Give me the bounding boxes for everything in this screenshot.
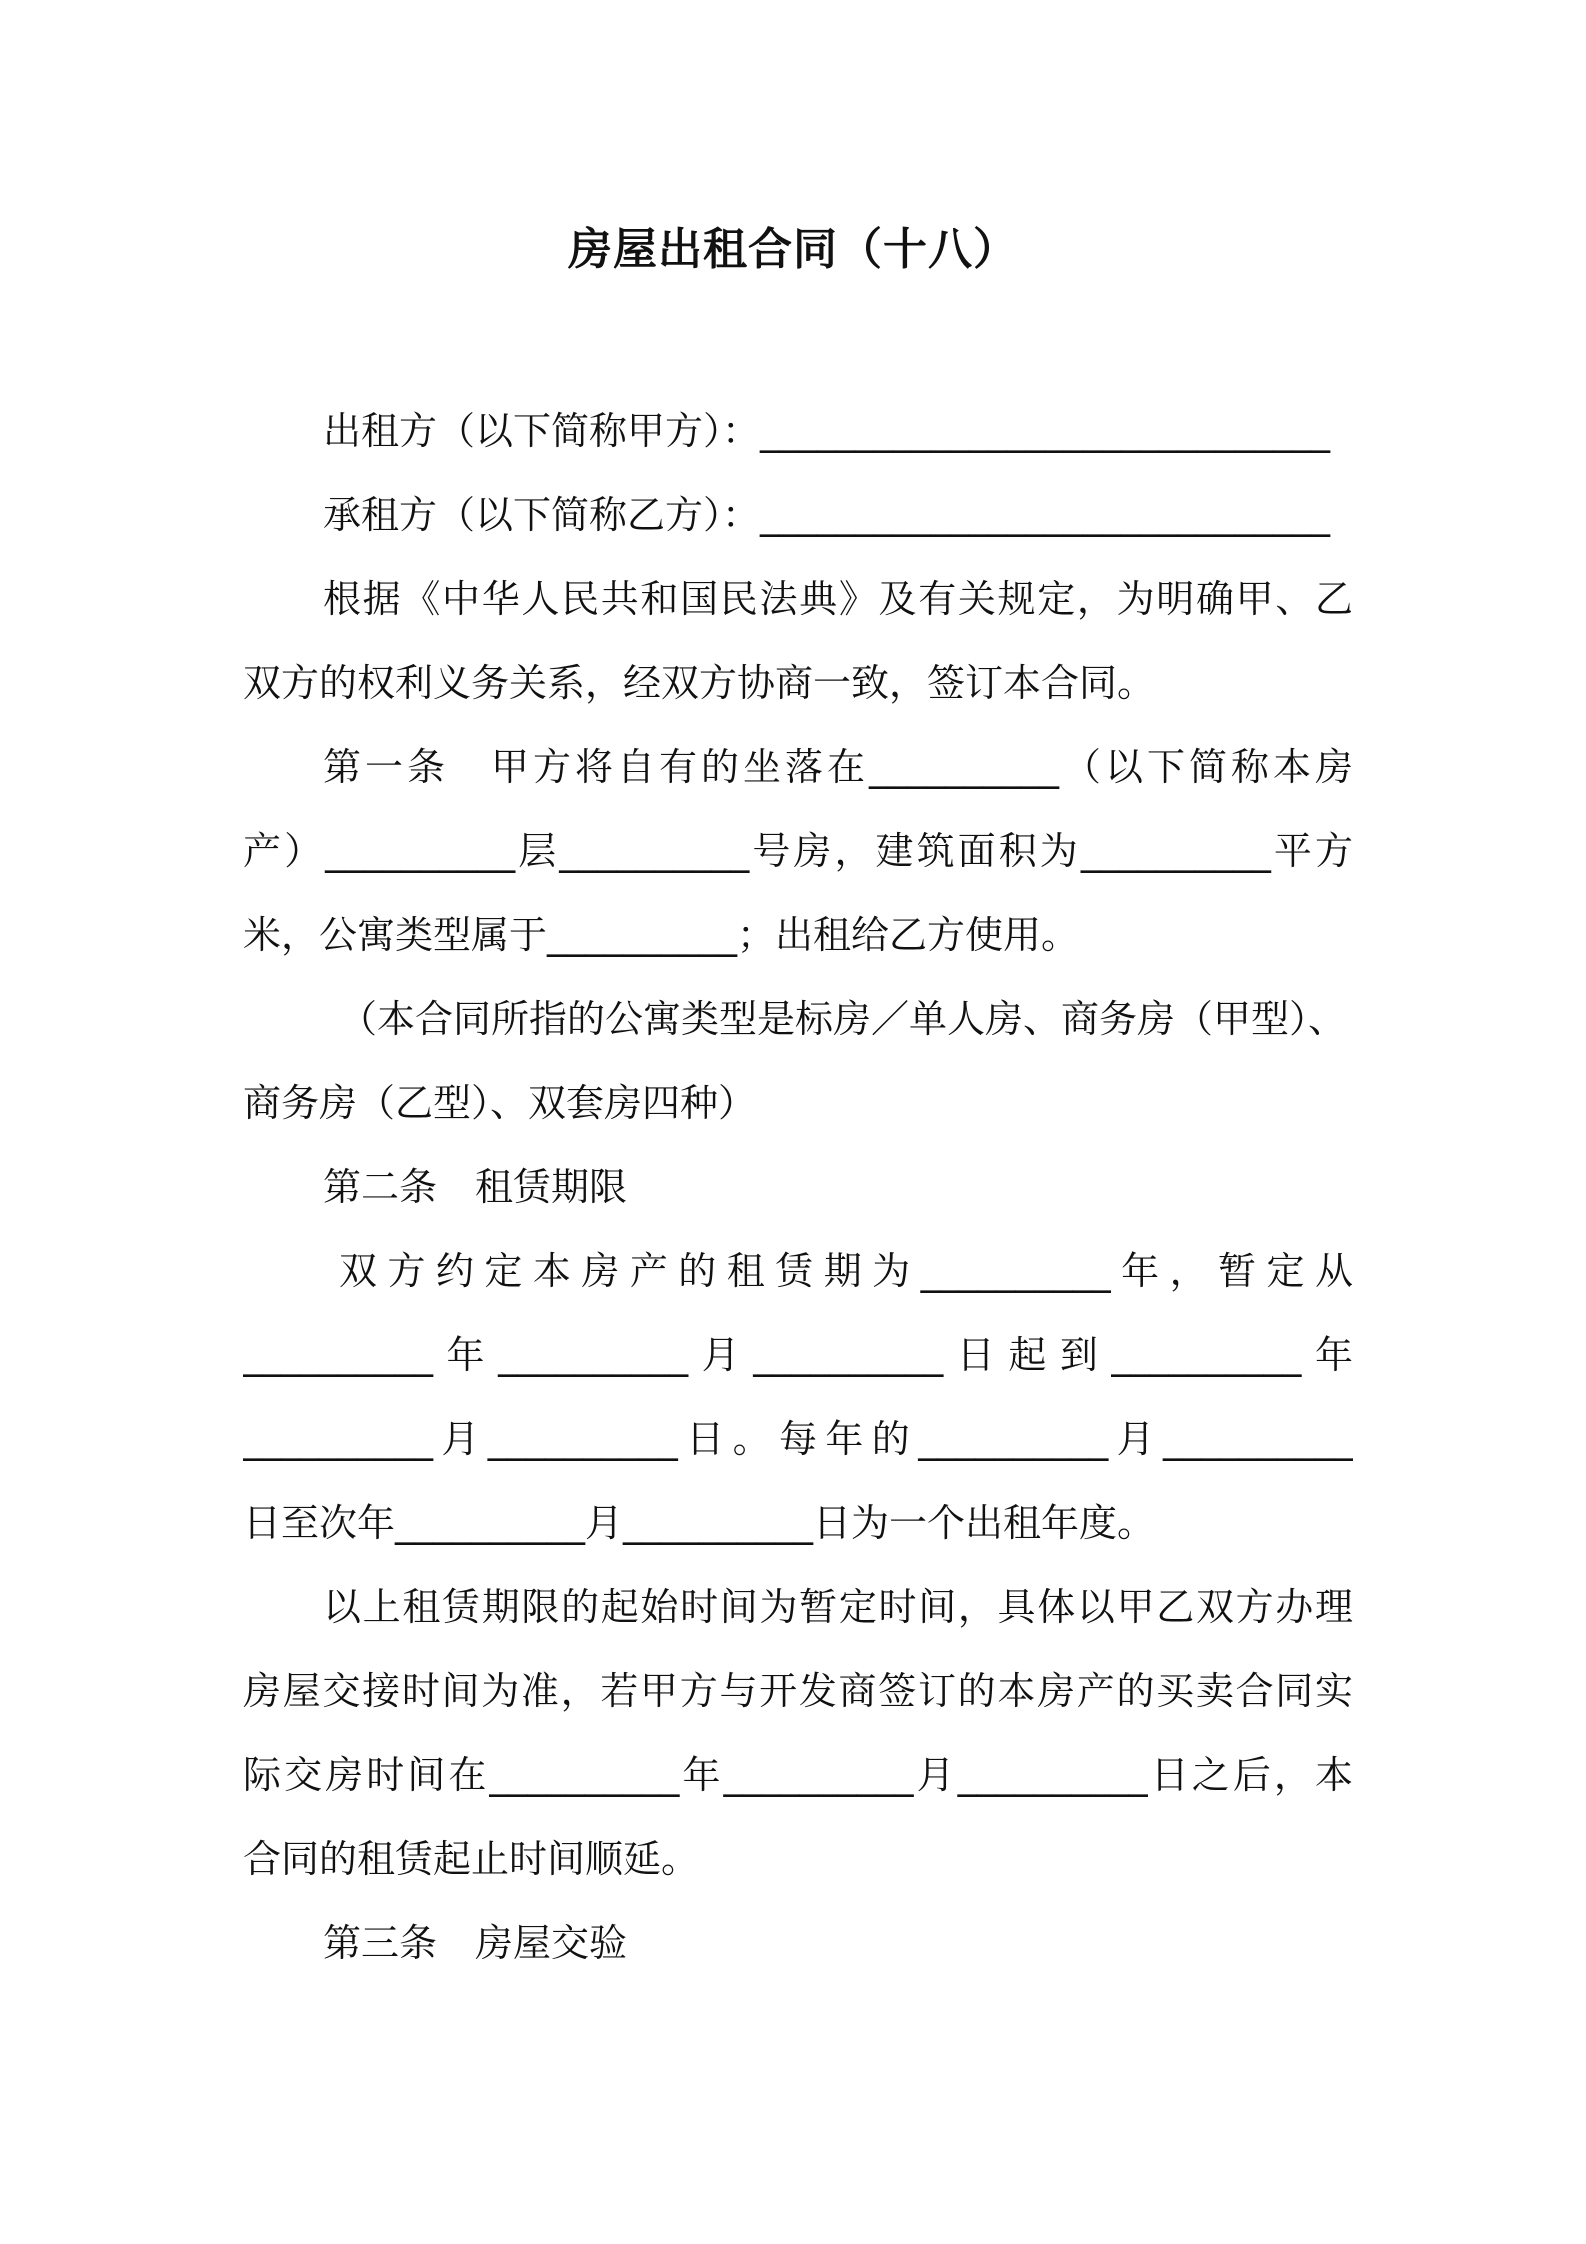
- lessee-line: 承租方（以下简称乙方）：______________________________: [323, 493, 1331, 537]
- article-2-heading: 第二条 租赁期限: [323, 1165, 628, 1209]
- apartment-types-line-2: 商务房（乙型）、双套房四种）: [243, 1081, 757, 1125]
- article-2-line-1: 双方约定本房产的租赁期为__________年，暂定从: [339, 1249, 1353, 1293]
- apartment-types-line-1: （本合同所指的公寓类型是标房／单人房、商务房（甲型）、: [339, 997, 1347, 1041]
- article-2-line-2: __________年__________月__________日起到__________年: [243, 1333, 1353, 1377]
- term-note-line-4: 合同的租赁起止时间顺延。: [243, 1837, 700, 1881]
- term-note-line-3: 际交房时间在__________年__________月__________日之后，本: [243, 1753, 1353, 1797]
- article-2-line-3: __________月__________日。每年的__________月__________: [243, 1417, 1353, 1461]
- preamble-line-2: 双方的权利义务关系，经双方协商一致，签订本合同。: [243, 661, 1156, 705]
- article-1-line-1: 第一条 甲方将自有的坐落在__________（以下简称本房: [323, 745, 1353, 789]
- term-note-line-1: 以上租赁期限的起始时间为暂定时间，具体以甲乙双方办理: [323, 1585, 1353, 1629]
- term-note-line-2: 房屋交接时间为准，若甲方与开发商签订的本房产的买卖合同实: [243, 1669, 1353, 1713]
- lessor-line: 出租方（以下简称甲方）：______________________________: [323, 409, 1331, 453]
- article-1-line-2: 产）__________层__________号房，建筑面积为__________平方: [243, 829, 1353, 873]
- preamble-line-1: 根据《中华人民共和国民法典》及有关规定，为明确甲、乙: [323, 577, 1353, 621]
- article-1-line-3: 米，公寓类型属于__________；出租给乙方使用。: [243, 913, 1080, 957]
- article-3-heading: 第三条 房屋交验: [323, 1921, 628, 1965]
- document-title: 房屋出租合同（十八）: [568, 224, 1018, 275]
- article-2-line-4: 日至次年__________月__________日为一个出租年度。: [243, 1501, 1156, 1545]
